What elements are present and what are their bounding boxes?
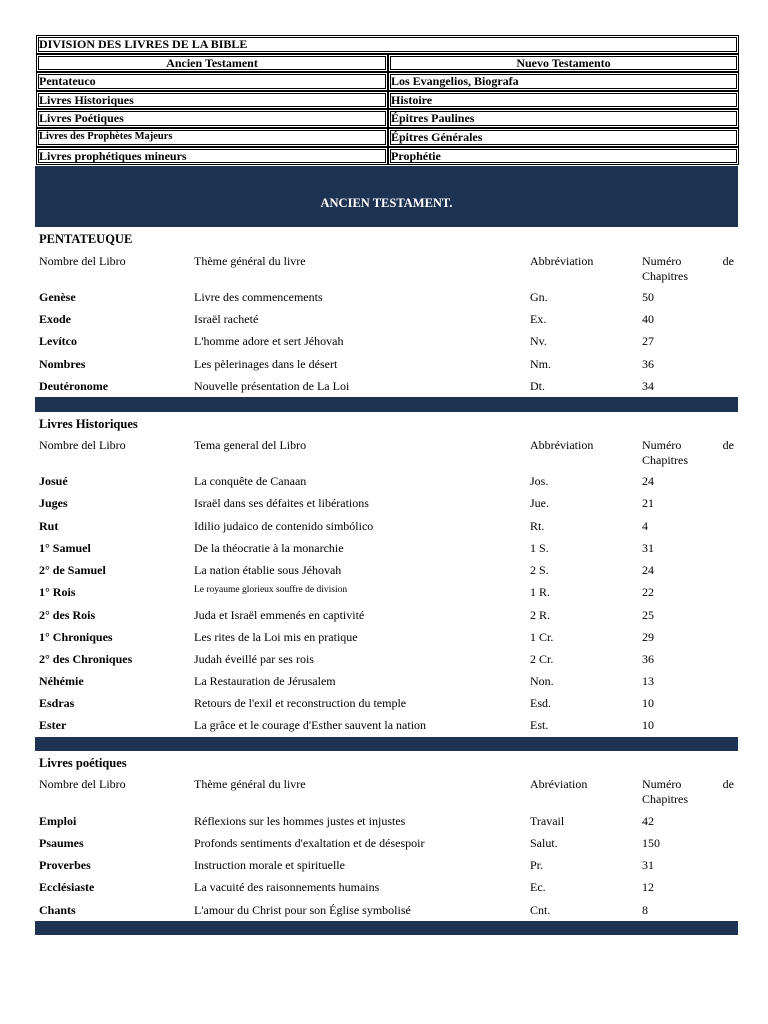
section-title: PENTATEUQUE bbox=[39, 232, 133, 246]
table-row bbox=[35, 312, 738, 332]
book-abbreviation: Ec. bbox=[530, 880, 546, 894]
book-theme: Idilio judaico de contenido simbólico bbox=[194, 519, 374, 533]
table-row bbox=[35, 858, 738, 878]
book-theme: De la théocratie à la monarchie bbox=[194, 541, 344, 555]
book-theme: Réflexions sur les hommes justes et injustes bbox=[194, 814, 406, 828]
book-abbreviation: 2 S. bbox=[530, 563, 549, 577]
book-chapters: 8 bbox=[642, 903, 648, 917]
book-abbreviation: 1 R. bbox=[530, 585, 551, 599]
table-row bbox=[35, 630, 738, 650]
book-chapters: 31 bbox=[642, 541, 654, 555]
book-abbreviation: Gn. bbox=[530, 290, 548, 304]
book-chapters: 4 bbox=[642, 519, 648, 533]
book-theme: Israël racheté bbox=[194, 312, 259, 326]
book-name: Josué bbox=[39, 474, 68, 488]
table-row bbox=[35, 563, 738, 583]
column-header-row bbox=[35, 254, 738, 286]
book-chapters: 12 bbox=[642, 880, 654, 894]
book-abbreviation: 2 R. bbox=[530, 608, 551, 622]
header-abbreviation: Abbréviation bbox=[530, 254, 594, 268]
book-name: Proverbes bbox=[39, 858, 91, 872]
table-row bbox=[35, 696, 738, 716]
header-numero: Numéro bbox=[642, 254, 682, 268]
book-chapters: 25 bbox=[642, 608, 654, 622]
book-abbreviation: Dt. bbox=[530, 379, 545, 393]
division-row bbox=[36, 128, 739, 147]
book-name: Levítco bbox=[39, 334, 77, 348]
division-left-cell: Livres des Prophètes Majeurs bbox=[36, 128, 388, 147]
book-abbreviation: Ex. bbox=[530, 312, 547, 326]
book-name: 2° de Samuel bbox=[39, 563, 106, 577]
division-left-cell: Livres Poétiques bbox=[36, 109, 388, 128]
book-name: Ecclésiaste bbox=[39, 880, 95, 894]
header-theme: Thème général du livre bbox=[194, 777, 306, 791]
book-name: Ester bbox=[39, 718, 67, 732]
book-theme: Nouvelle présentation de La Loi bbox=[194, 379, 350, 393]
book-abbreviation: Nv. bbox=[530, 334, 547, 348]
book-theme: Retours de l'exil et reconstruction du temple bbox=[194, 696, 407, 710]
book-name: Juges bbox=[39, 496, 68, 510]
header-chapitres: Chapitres bbox=[642, 269, 688, 283]
header-de: de bbox=[722, 438, 734, 452]
book-abbreviation: Pr. bbox=[530, 858, 544, 872]
table-row bbox=[35, 880, 738, 900]
division-right-cell: Prophétie bbox=[388, 147, 739, 166]
book-theme: La grâce et le courage d'Esther sauvent la nation bbox=[194, 718, 427, 732]
book-abbreviation: Salut. bbox=[530, 836, 558, 850]
table-row bbox=[35, 474, 738, 494]
book-abbreviation: Cnt. bbox=[530, 903, 551, 917]
banner-title: ANCIEN TESTAMENT. bbox=[320, 196, 453, 210]
book-chapters: 50 bbox=[642, 290, 654, 304]
header-theme: Thème général du livre bbox=[194, 254, 306, 268]
book-name: 1° Samuel bbox=[39, 541, 91, 555]
division-row bbox=[36, 109, 739, 128]
division-row bbox=[36, 91, 739, 110]
header-book-name: Nombre del Libro bbox=[39, 254, 126, 268]
old-testament-banner bbox=[35, 166, 738, 227]
book-name: Esdras bbox=[39, 696, 75, 710]
section-divider-bar bbox=[35, 921, 738, 935]
division-row bbox=[36, 147, 739, 166]
book-abbreviation: Esd. bbox=[530, 696, 551, 710]
division-right-cell: Épitres Paulines bbox=[388, 109, 739, 128]
book-name: 1° Chroniques bbox=[39, 630, 113, 644]
section-title: Livres poétiques bbox=[39, 756, 127, 770]
table-row bbox=[35, 836, 738, 856]
section-divider-bar bbox=[35, 397, 738, 412]
section-pentateuque bbox=[35, 232, 738, 396]
book-theme: La vacuité des raisonnements humains bbox=[194, 880, 380, 894]
column-header-row bbox=[35, 777, 738, 809]
book-chapters: 10 bbox=[642, 696, 654, 710]
division-title-row bbox=[36, 35, 739, 54]
table-row bbox=[35, 608, 738, 628]
book-abbreviation: 1 S. bbox=[530, 541, 549, 555]
book-chapters: 40 bbox=[642, 312, 654, 326]
book-name: Exode bbox=[39, 312, 72, 326]
header-de: de bbox=[722, 254, 734, 268]
book-name: 1° Rois bbox=[39, 585, 76, 599]
table-row bbox=[35, 674, 738, 694]
section-title: Livres Historiques bbox=[39, 417, 138, 431]
book-chapters: 34 bbox=[642, 379, 654, 393]
book-theme: L'amour du Christ pour son Église symbolisé bbox=[194, 903, 411, 917]
header-abbreviation: Abbréviation bbox=[530, 438, 594, 452]
book-chapters: 22 bbox=[642, 585, 654, 599]
header-chapitres: Chapitres bbox=[642, 453, 688, 467]
book-chapters: 10 bbox=[642, 718, 654, 732]
book-abbreviation: Jue. bbox=[530, 496, 549, 510]
book-name: Néhémie bbox=[39, 674, 84, 688]
book-abbreviation: Travail bbox=[530, 814, 565, 828]
table-row bbox=[35, 519, 738, 539]
book-theme: Juda et Israël emmenés en captivité bbox=[194, 608, 365, 622]
header-numero: Numéro bbox=[642, 438, 682, 452]
old-testament-header: Ancien Testament bbox=[36, 54, 388, 73]
book-chapters: 150 bbox=[642, 836, 660, 850]
book-theme: Les rites de la Loi mis en pratique bbox=[194, 630, 358, 644]
division-left-cell: Livres Historiques bbox=[36, 91, 388, 110]
new-testament-header: Nuevo Testamento bbox=[388, 54, 739, 73]
column-header-row bbox=[35, 438, 738, 470]
header-book-name: Nombre del Libro bbox=[39, 438, 126, 452]
table-row bbox=[35, 290, 738, 310]
header-abbreviation: Abréviation bbox=[530, 777, 588, 791]
book-name: Deutéronome bbox=[39, 379, 109, 393]
book-theme: Instruction morale et spirituelle bbox=[194, 858, 345, 872]
book-abbreviation: 1 Cr. bbox=[530, 630, 554, 644]
book-theme: La Restauration de Jérusalem bbox=[194, 674, 336, 688]
book-theme: Israël dans ses défaites et libérations bbox=[194, 496, 369, 510]
book-abbreviation: 2 Cr. bbox=[530, 652, 554, 666]
book-name: Psaumes bbox=[39, 836, 84, 850]
book-chapters: 13 bbox=[642, 674, 654, 688]
book-theme: L'homme adore et sert Jéhovah bbox=[194, 334, 344, 348]
book-theme: Les pèlerinages dans le désert bbox=[194, 357, 338, 371]
section-livres-poetiques bbox=[35, 755, 738, 920]
table-row bbox=[35, 379, 738, 399]
book-chapters: 24 bbox=[642, 474, 654, 488]
book-chapters: 21 bbox=[642, 496, 654, 510]
book-abbreviation: Nm. bbox=[530, 357, 551, 371]
book-chapters: 31 bbox=[642, 858, 654, 872]
book-chapters: 36 bbox=[642, 652, 654, 666]
book-chapters: 27 bbox=[642, 334, 654, 348]
table-row bbox=[35, 585, 738, 605]
book-abbreviation: Est. bbox=[530, 718, 549, 732]
division-table bbox=[36, 35, 739, 165]
book-abbreviation: Non. bbox=[530, 674, 554, 688]
book-chapters: 42 bbox=[642, 814, 654, 828]
division-title: DIVISION DES LIVRES DE LA BIBLE bbox=[36, 35, 739, 54]
book-abbreviation: Jos. bbox=[530, 474, 549, 488]
book-theme: La nation établie sous Jéhovah bbox=[194, 563, 342, 577]
section-livres-historiques bbox=[35, 416, 738, 736]
table-row bbox=[35, 541, 738, 561]
book-theme: La conquête de Canaan bbox=[194, 474, 307, 488]
table-row bbox=[35, 496, 738, 516]
book-theme: Livre des commencements bbox=[194, 290, 323, 304]
division-right-cell: Los Evangelios, Biografa bbox=[388, 72, 739, 91]
division-header-row bbox=[36, 54, 739, 73]
book-theme: Profonds sentiments d'exaltation et de désespoir bbox=[194, 836, 425, 850]
header-de: de bbox=[722, 777, 734, 791]
table-row bbox=[35, 903, 738, 923]
division-right-cell: Histoire bbox=[388, 91, 739, 110]
table-row bbox=[35, 357, 738, 377]
division-left-cell: Pentateuco bbox=[36, 72, 388, 91]
book-abbreviation: Rt. bbox=[530, 519, 545, 533]
header-chapitres: Chapitres bbox=[642, 792, 688, 806]
book-name: Rut bbox=[39, 519, 59, 533]
book-chapters: 29 bbox=[642, 630, 654, 644]
book-name: Chants bbox=[39, 903, 76, 917]
book-name: Emploi bbox=[39, 814, 77, 828]
book-theme: Le royaume glorieux souffre de division bbox=[194, 585, 348, 595]
book-theme: Judah éveillé par ses rois bbox=[194, 652, 314, 666]
division-right-cell: Épitres Générales bbox=[388, 128, 739, 147]
header-numero: Numéro bbox=[642, 777, 682, 791]
division-left-cell: Livres prophétiques mineurs bbox=[36, 147, 388, 166]
table-row bbox=[35, 652, 738, 672]
section-divider-bar bbox=[35, 737, 738, 751]
book-chapters: 24 bbox=[642, 563, 654, 577]
header-theme: Tema general del Libro bbox=[194, 438, 307, 452]
book-name: Genèse bbox=[39, 290, 76, 304]
book-name: 2° des Chroniques bbox=[39, 652, 133, 666]
table-row bbox=[35, 814, 738, 834]
division-row bbox=[36, 72, 739, 91]
table-row bbox=[35, 334, 738, 354]
table-row bbox=[35, 718, 738, 738]
book-chapters: 36 bbox=[642, 357, 654, 371]
book-name: Nombres bbox=[39, 357, 86, 371]
header-book-name: Nombre del Libro bbox=[39, 777, 126, 791]
book-name: 2° des Rois bbox=[39, 608, 96, 622]
